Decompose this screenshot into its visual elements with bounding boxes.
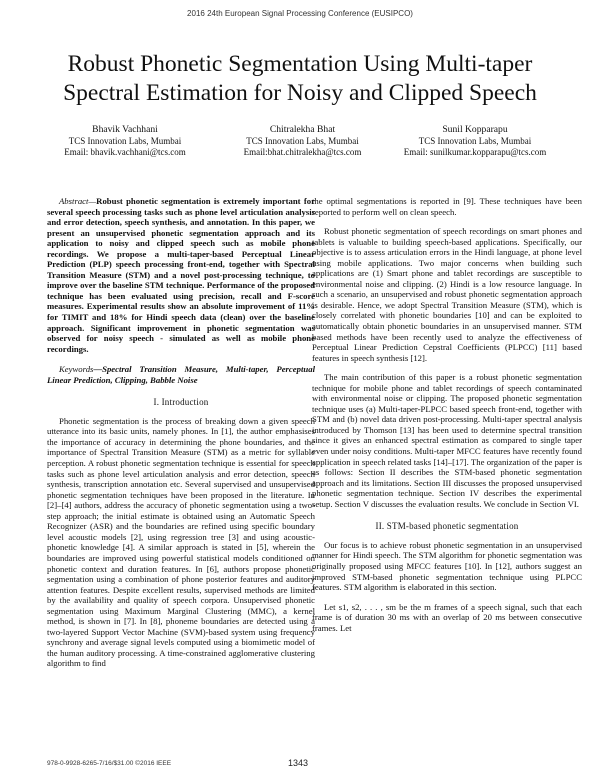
author-affiliation: TCS Innovation Labs, Mumbai <box>246 135 359 146</box>
intro-paragraph-2: Robust phonetic segmentation of speech recordings on smart phones and tablets is valuable to building speech-based applications. Specifically, our objective is to assess articulation errors in the Hindi language, at phone level using mobile applications. Two major concerns when building such applications are (1) Smart phone and tablet recordings are susceptible to environmental noise and clipping. (2) Hindi is a low resource language. In such a scenario, an unsupervised and robust phonetic segmentation approach is desirable. Hence, we adopt Spectral Transition Measure (STM), which is closely correlated with phonetic boundaries [10] and can be exploited to automatically obtain phonetic boundaries in an unsupervised manner. STM based methods have been recently used to analyze the effectiveness of Perceptual Linear Prediction Cepstral Coefficients (PLPCC) [11] based features in speech synthesis [12]. <box>312 226 582 363</box>
author-1 <box>45 124 205 159</box>
author-name: Bhavik Vachhani <box>92 124 158 135</box>
paper-title <box>30 50 570 108</box>
abstract <box>47 196 315 354</box>
section-heading-introduction: I. Introduction <box>153 397 209 408</box>
author-3 <box>390 124 560 159</box>
author-affiliation: TCS Innovation Labs, Mumbai <box>68 135 182 146</box>
stm-paragraph-2: Let s1, s2, . . . , sm be the m frames of a speech signal, such that each frame is of duration 30 ms with an overlap of 20 ms between consecutive frames. Let <box>312 601 582 633</box>
title-line-2: Spectral Estimation for Noisy and Clipped Speech <box>63 80 537 106</box>
right-column <box>312 196 582 633</box>
conference-header: 2016 24th European Signal Processing Conference (EUSIPCO) <box>187 9 413 18</box>
left-column <box>47 196 315 669</box>
intro-paragraph-1: Phonetic segmentation is the process of breaking down a given speech utterance into its basic units, namely phones. In [1], the author emphasises the importance of accuracy in determining the phone boundaries, and the importance of Spectral Transition Measure (STM) as a metric for syllable perception. A robust phonetic segmentation technique is essential for speech tasks such as phone level articulation analysis and error detection, speech synthesis, transcription annotation etc. Several supervised and unsupervised phonetic segmentation techniques have been proposed in the literature. In [2]–[4] authors, address the accuracy of phonetic segmentation using a two-step approach; the initial estimate is obtained using an Automatic Speech Recognizer (ASR) and the boundaries are refined using specific boundary level acoustic models [2], using regression tree [3] and using acoustic-phonetic knowledge [4]. A similar approach is stated in [5], wherein the boundaries are improved using powerful statistical models conditioned on phonetic context and duration features. In [6], authors propose phonetic segmentation using a combination of phone posterior features and auditory attention features. Despite excellent results, supervised methods are limited by the availability and quality of speech corpora. Unsupervised phonetic segmentation using Maximum Marginal Clustering (MMC), a kernel method, is shown in [7]. In [8], phoneme boundaries are detected using a two-layered Support Vector Machine (SVM)-based system using frequency synchrony and average signal levels computed using a biomimetic model of the human auditory processing. A time-constrained agglomerative clustering algorithm to find <box>47 415 315 669</box>
title-line-1: Robust Phonetic Segmentation Using Multi-taper <box>67 51 533 77</box>
author-name: Chitralekha Bhat <box>269 124 336 135</box>
section-heading-stm: II. STM-based phonetic segmentation <box>375 521 519 532</box>
keywords <box>47 364 315 385</box>
stm-paragraph-1: Our focus is to achieve robust phonetic segmentation in an unsupervised manner for Hindi speech. The STM algorithm for phonetic segmentation was originally proposed using MFCC features [10]. In [12], authors suggest an improved STM-based phonetic segmentation technique using PLPCC features. STM algorithm is elaborated in this section. <box>312 539 582 593</box>
keywords-lead: Keywords <box>59 364 94 375</box>
author-email: Email:bhat.chitralekha@tcs.com <box>243 147 362 157</box>
author-email: Email: bhavik.vachhani@tcs.com <box>64 147 186 157</box>
footer-isbn: 978-0-9928-6265-7/16/$31.00 ©2016 IEEE <box>47 760 172 767</box>
abstract-text: Robust phonetic segmentation is extremely important for several speech processing tasks such as phone level articulation analysis and error detection, speech synthesis, and annotation. In this paper, we present an unsupervised phonetic segmentation approach and its application to noisy and clipped speech such as mobile phone recordings. We propose a multi-taper-based Perceptual Linear Prediction (PLP) speech processing front-end, together with Spectral Transition Measure (STM) and a novel post-processing technique, to improve over the baseline STM technique. Performance of the proposed technique has been evaluated using precision, recall and F-score measures. Experimental results show an absolute improvement of 11% for TIMIT and 18% for Hindi speech data (clean) over the baseline approach. Significant improvement in phonetic segmentation was observed for noisy speech - simulated as well as mobile phone recordings. <box>47 196 315 354</box>
author-2 <box>215 124 390 159</box>
author-email: Email: sunilkumar.kopparapu@tcs.com <box>403 147 547 157</box>
author-name: Sunil Kopparapu <box>442 124 508 135</box>
author-affiliation: TCS Innovation Labs, Mumbai <box>418 135 532 146</box>
intro-paragraph-3: The main contribution of this paper is a robust phonetic segmentation technique for mobile phone and tablet recordings of speech contaminated with environmental noise or clipping. The proposed phonetic segmentation technique uses (a) Multi-taper-PLPCC based speech front-end, together with STM and (b) novel data driven post-processing. Multi-taper spectral analysis introduced by Thomson [13] has been used to determine spectral transition since it gives an enhanced spectral estimation as compared to single taper even under noisy conditions. Multi-taper MFCC features have recently found application in speech related tasks [14]–[17]. The organization of the paper is as follows: Section II describes the STM-based phonetic segmentation approach and its limitations. Section III discusses the proposed unsupervised phonetic segmentation technique. Section IV describes the experimental setup. Section V discusses the evaluation results. We conclude in Section VI. <box>312 372 582 509</box>
page-number: 1343 <box>288 758 309 768</box>
keywords-text: —Spectral Transition Measure, Multi-taper, Perceptual Linear Prediction, Clipping, Babble Noise <box>47 364 315 385</box>
abstract-lead: Abstract— <box>59 196 97 206</box>
intro-paragraph-continued: the optimal segmentations is reported in [9]. These techniques have been reported to perform well on clean speech. <box>312 196 582 217</box>
